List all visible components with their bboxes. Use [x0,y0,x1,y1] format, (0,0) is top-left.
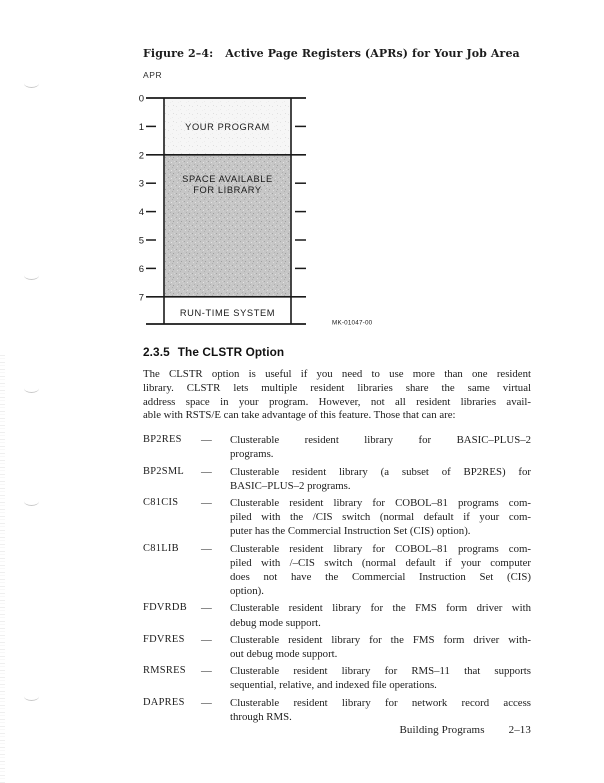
library-entry [143,633,531,661]
library-description [230,433,531,461]
library-description [230,633,531,661]
scan-artifact-mark [24,387,39,393]
apr-diagram [135,88,395,336]
apr-tick-label-1: 1 [138,121,144,133]
library-description-line: Clusterable resident library for the FMS form driver with- [230,633,531,646]
library-entry [143,433,531,461]
library-term: C81CIS [143,497,179,508]
library-entry [143,664,531,692]
library-term: BP2SML [143,465,185,477]
dash-separator: — [201,696,212,709]
dash-separator: — [201,633,212,646]
apr-tick-label-3: 3 [138,178,144,190]
library-description [230,496,531,539]
library-description-line: Clusterable resident library for COBOL–81 programs com- [230,542,531,555]
intro-line: library. CLSTR lets multiple resident libraries share the same virtual [143,381,531,394]
library-description-line: Clusterable resident library for BASIC–PLUS–2 [230,434,531,447]
intro-paragraph [143,368,531,423]
dash-separator: — [201,665,212,678]
library-term: BP2RES [143,434,182,446]
library-description-line: BASIC–PLUS–2 programs. [230,479,351,492]
intro-line: able with RSTS/E can take advantage of this feature. Those that can are: [143,409,456,422]
library-term: RMSRES [143,665,186,677]
figure-id-label: MK-01047-00 [332,319,373,327]
library-term: C81LIB [143,542,179,554]
intro-line: address space in your program. However, not all resident libraries avail- [143,395,531,408]
dash-separator: — [201,602,212,615]
apr-tick-label-7: 7 [138,292,144,304]
library-description-line: Clusterable resident library (a subset of BP2RES) for [230,465,531,478]
library-description-line: Clusterable resident library for the FMS form driver with [230,602,531,615]
library-description-line: piled with /–CIS switch (normal default if your computer [230,556,531,569]
library-space-label-line1: SPACE AVAILABLE [182,174,273,184]
library-term: FDVRES [143,633,185,645]
scan-artifact-mark [24,500,39,506]
library-description [230,601,531,629]
library-description-line: Clusterable resident library for network record access [230,696,531,709]
library-description-line: out debug mode support. [230,648,338,661]
dash-separator: — [201,465,212,478]
library-description-line: debug mode support. [230,616,321,629]
scan-artifact-mark [24,274,39,280]
page-footer [143,724,531,736]
scan-artifact-mark [24,82,39,88]
library-entry [143,496,531,539]
library-description-line: Clusterable resident library for RMS–11 that supports [230,665,531,678]
section-heading [143,345,531,359]
scan-edge-noise [0,355,5,783]
apr-tick-label-6: 6 [138,263,144,275]
library-description [230,542,531,599]
library-description-line: option). [230,585,264,598]
library-description [230,664,531,692]
library-entry [143,696,531,724]
library-description-line: Clusterable resident library for COBOL–81 programs com- [230,497,531,509]
library-term: FDVRDB [143,602,187,614]
library-description [230,465,531,493]
footer-page-number: 2–13 [508,724,531,736]
dash-separator: — [201,542,212,555]
runtime-system-label: RUN-TIME SYSTEM [179,308,276,318]
library-description-line: does not have the Commercial Instruction Set (CIS) [230,571,531,584]
apr-tick-label-0: 0 [138,93,144,105]
apr-axis-label: APR [143,70,163,80]
library-description-line: sequential, relative, and indexed file operations. [230,679,437,692]
section-heading-number: 2.3.5 [143,345,170,359]
dash-separator: — [201,497,212,509]
figure-caption-label: Figure 2–4: [143,47,214,60]
footer-chapter-title: Building Programs [399,724,485,736]
library-description-line: piled with the /CIS switch (normal default if your com- [230,511,531,524]
library-term: DAPRES [143,696,185,708]
figure-caption [143,47,583,60]
intro-line: The CLSTR option is useful if you need to use more than one resident [143,368,531,380]
your-program-label: YOUR PROGRAM [185,122,270,132]
library-entry [143,465,531,493]
section-heading-title: The CLSTR Option [177,345,285,359]
section-content [143,345,531,727]
apr-tick-label-5: 5 [138,235,144,247]
apr-tick-label-4: 4 [138,207,144,219]
library-description [230,696,531,724]
library-space-label-line2: FOR LIBRARY [193,185,262,195]
scan-artifact-mark [24,695,39,701]
figure-caption-text: Active Page Registers (APRs) for Your Job Area [225,47,520,60]
library-entry [143,601,531,629]
library-description-line: puter has the Commercial Instruction Set (CIS) option). [230,525,471,538]
library-description-line: programs. [230,448,274,461]
apr-tick-label-2: 2 [138,150,144,162]
library-description-line: through RMS. [230,710,292,723]
library-entry [143,542,531,599]
dash-separator: — [201,434,212,447]
library-list [143,433,531,724]
